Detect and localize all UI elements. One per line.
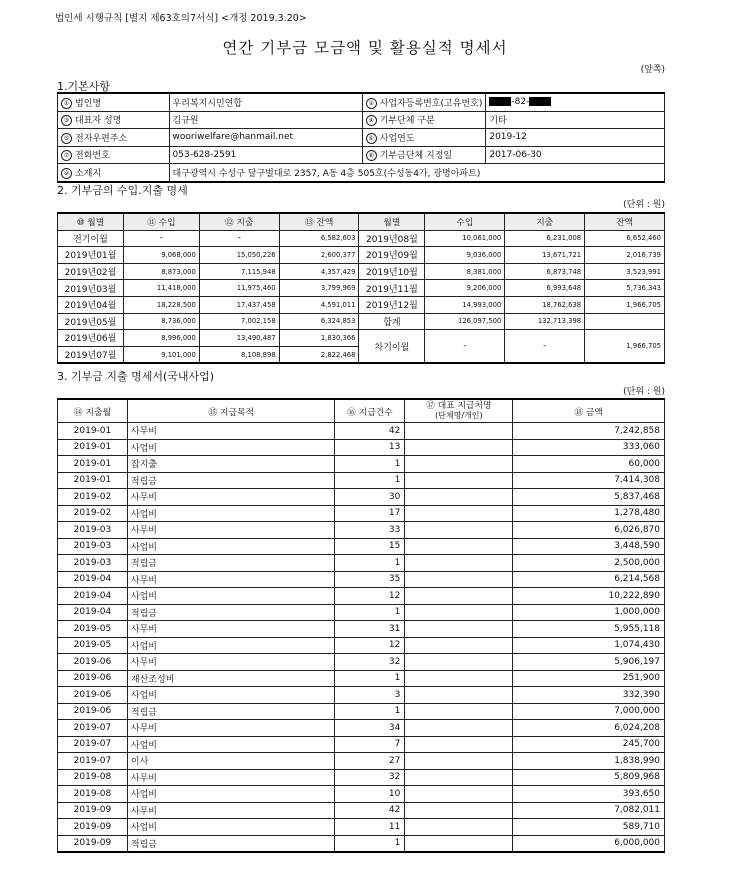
payee-name <box>405 736 513 753</box>
expense-amount: 589,710 <box>513 819 665 836</box>
payee-name <box>405 423 513 440</box>
expense-month: 2019-07 <box>58 753 128 770</box>
payee-name <box>405 654 513 671</box>
payee-name <box>405 720 513 737</box>
table-row <box>58 505 665 522</box>
table-row <box>58 555 665 572</box>
expense-purpose: 사무비 <box>127 720 335 737</box>
expense-amount: 5,837,468 <box>513 489 665 506</box>
section3-unit: (단위 : 원) <box>623 387 665 397</box>
balance-cell: 6,582,603 <box>279 230 359 247</box>
table-row <box>58 439 665 456</box>
payee-name <box>405 522 513 539</box>
table-header-row <box>58 213 665 230</box>
expense-cell: 13,490,487 <box>199 330 279 347</box>
balance-cell: 3,799,969 <box>279 280 359 297</box>
expense-amount: 3,448,590 <box>513 538 665 555</box>
expense-purpose: 재산조성비 <box>127 670 335 687</box>
column-header: ⑬ 잔액 <box>279 213 359 230</box>
basic-info-row <box>58 93 665 111</box>
expense-cell: 7,115,948 <box>199 263 279 280</box>
expense-purpose: 사업비 <box>127 819 335 836</box>
table-row <box>58 571 665 588</box>
expense-amount: 7,242,858 <box>513 423 665 440</box>
expense-month: 2019-05 <box>58 637 128 654</box>
field-label <box>58 164 170 182</box>
expense-month: 2019-06 <box>58 703 128 720</box>
column-header-line: ⑰ 대표 지급처명 <box>426 401 492 411</box>
expense-amount: 1,838,990 <box>513 753 665 770</box>
field-label <box>58 111 170 129</box>
expense-month: 2019-04 <box>58 571 128 588</box>
month-cell: 2019년05월 <box>58 313 124 330</box>
field-number: ⑧ <box>366 150 377 161</box>
expense-purpose: 사무비 <box>127 489 335 506</box>
payee-name <box>405 786 513 803</box>
field-number: ⑦ <box>61 150 72 161</box>
field-value <box>486 93 665 111</box>
expense-amount: 7,082,011 <box>513 802 665 819</box>
table-row <box>58 522 665 539</box>
expense-amount: 1,074,430 <box>513 637 665 654</box>
month-cell: 2019년04월 <box>58 296 124 313</box>
expense-purpose: 사무비 <box>127 654 335 671</box>
month-cell: 2019년10월 <box>359 263 425 280</box>
payment-count: 1 <box>335 472 405 489</box>
field-label <box>362 129 486 147</box>
field-value: 053-628-2591 <box>169 146 362 164</box>
expense-amount: 332,390 <box>513 687 665 704</box>
registration-number: -82- <box>511 97 530 108</box>
payment-count: 12 <box>335 588 405 605</box>
payment-count: 42 <box>335 802 405 819</box>
payment-count: 1 <box>335 703 405 720</box>
expense-purpose: 사업비 <box>127 588 335 605</box>
address-value: 대구광역시 수성구 달구벌대로 2357, A동 4층 505호(수성동4가, 광명아파트) <box>169 164 664 182</box>
payment-count: 42 <box>335 423 405 440</box>
field-label-text: 사업연도 <box>379 133 415 144</box>
table-row <box>58 230 665 247</box>
field-value: 김규원 <box>169 111 362 129</box>
field-label-text: 법인명 <box>75 98 102 109</box>
payment-count: 31 <box>335 621 405 638</box>
expense-amount: 10,222,890 <box>513 588 665 605</box>
expense-purpose: 적립금 <box>127 703 335 720</box>
expense-purpose: 사무비 <box>127 621 335 638</box>
income-cell: 8,736,000 <box>123 313 199 330</box>
balance-cell: 3,523,991 <box>585 263 665 280</box>
payee-name <box>405 456 513 473</box>
income-cell: 18,228,500 <box>123 296 199 313</box>
expense-amount: 6,000,000 <box>513 835 665 852</box>
income-cell: 8,381,000 <box>425 263 505 280</box>
payment-count: 32 <box>335 654 405 671</box>
payee-name <box>405 489 513 506</box>
column-header: ⑭ 지출월 <box>58 399 128 423</box>
expense-purpose: 사무비 <box>127 802 335 819</box>
total-label: 합계 <box>359 313 425 330</box>
income-cell: 9,206,000 <box>425 280 505 297</box>
section2-unit: (단위 : 원) <box>623 200 665 210</box>
column-header: ⑫ 지출 <box>199 213 279 230</box>
field-label-text: 대표자 성명 <box>75 116 122 127</box>
field-number: ⑤ <box>61 133 72 144</box>
payee-name <box>405 472 513 489</box>
expense-month: 2019-09 <box>58 819 128 836</box>
expense-month: 2019-03 <box>58 555 128 572</box>
field-label <box>362 93 486 111</box>
field-label-text: 전화번호 <box>75 151 110 162</box>
expense-purpose: 적립금 <box>127 472 335 489</box>
column-header: 잔액 <box>585 213 665 230</box>
field-label-text: 소재지 <box>75 168 102 179</box>
total-expense: 132,713,398 <box>505 313 585 330</box>
payee-name <box>405 703 513 720</box>
payment-count: 34 <box>335 720 405 737</box>
expense-purpose: 사업비 <box>127 786 335 803</box>
expense-cell: 6,231,008 <box>505 230 585 247</box>
expense-cell: 8,108,898 <box>199 346 279 363</box>
payee-name <box>405 802 513 819</box>
table-row <box>58 687 665 704</box>
payee-name <box>405 571 513 588</box>
month-cell: 2019년08월 <box>359 230 425 247</box>
expense-month: 2019-01 <box>58 423 128 440</box>
address-row <box>58 164 665 182</box>
payment-count: 12 <box>335 637 405 654</box>
payment-count: 1 <box>335 604 405 621</box>
expense-purpose: 적립금 <box>127 555 335 572</box>
expense-amount: 60,000 <box>513 456 665 473</box>
table-row <box>58 786 665 803</box>
field-label <box>58 146 170 164</box>
table-row <box>58 703 665 720</box>
month-cell: 2019년06월 <box>58 330 124 347</box>
expense-amount: 393,650 <box>513 786 665 803</box>
expense-month: 2019-09 <box>58 835 128 852</box>
column-header: ⑱ 금액 <box>513 399 665 423</box>
table-row <box>58 769 665 786</box>
income-cell: 9,068,000 <box>123 247 199 264</box>
table-row <box>58 819 665 836</box>
expense-purpose: 적립금 <box>127 604 335 621</box>
column-header-line: (단체명/개인) <box>435 411 483 420</box>
expense-cell: - <box>199 230 279 247</box>
expense-amount: 7,000,000 <box>513 703 665 720</box>
month-cell: 2019년02월 <box>58 263 124 280</box>
month-cell: 전기이월 <box>58 230 124 247</box>
expense-purpose: 이사 <box>127 753 335 770</box>
expense-amount: 5,809,968 <box>513 769 665 786</box>
expense-cell: 6,873,748 <box>505 263 585 280</box>
income-cell: 14,993,000 <box>425 296 505 313</box>
payment-count: 35 <box>335 571 405 588</box>
table-row <box>58 472 665 489</box>
month-cell: 2019년09월 <box>359 247 425 264</box>
field-number: ① <box>61 98 72 109</box>
payment-count: 7 <box>335 736 405 753</box>
expense-month: 2019-06 <box>58 687 128 704</box>
expense-detail-table <box>57 398 665 853</box>
table-row <box>58 489 665 506</box>
field-number: ② <box>366 98 377 109</box>
payment-count: 13 <box>335 439 405 456</box>
expense-month: 2019-08 <box>58 769 128 786</box>
expense-month: 2019-02 <box>58 505 128 522</box>
section2-title: 2. 기부금의 수입.지출 명세 <box>57 184 188 197</box>
expense-amount: 5,955,118 <box>513 621 665 638</box>
expense-month: 2019-08 <box>58 786 128 803</box>
payment-count: 3 <box>335 687 405 704</box>
table-row <box>58 604 665 621</box>
page-side-label: (앞쪽) <box>640 65 665 75</box>
income-cell: 11,418,000 <box>123 280 199 297</box>
document-title: 연간 기부금 모금액 및 활용실적 명세서 <box>222 39 508 57</box>
income-cell: 9,101,000 <box>123 346 199 363</box>
field-number: ③ <box>61 115 72 126</box>
expense-purpose: 사업비 <box>127 505 335 522</box>
field-label <box>58 129 170 147</box>
month-cell: 2019년03월 <box>58 280 124 297</box>
expense-cell: 18,762,638 <box>505 296 585 313</box>
field-value: 2019-12 <box>486 129 665 147</box>
payee-name <box>405 439 513 456</box>
expense-cell: 7,002,158 <box>199 313 279 330</box>
payment-count: 10 <box>335 786 405 803</box>
expense-purpose: 사업비 <box>127 687 335 704</box>
payee-name <box>405 604 513 621</box>
balance-cell: 2,822,468 <box>279 346 359 363</box>
balance-cell: 2,016,739 <box>585 247 665 264</box>
field-label <box>362 146 486 164</box>
expense-month: 2019-01 <box>58 456 128 473</box>
expense-month: 2019-02 <box>58 489 128 506</box>
expense-amount: 1,000,000 <box>513 604 665 621</box>
column-header: 월별 <box>359 213 425 230</box>
field-value: 기타 <box>486 111 665 129</box>
expense-amount: 7,414,308 <box>513 472 665 489</box>
expense-month: 2019-03 <box>58 522 128 539</box>
income-cell: - <box>123 230 199 247</box>
month-cell: 2019년11월 <box>359 280 425 297</box>
column-header: 수입 <box>425 213 505 230</box>
carry-expense: - <box>505 330 585 364</box>
payee-name <box>405 588 513 605</box>
expense-purpose: 사업비 <box>127 538 335 555</box>
basic-info-row <box>58 111 665 129</box>
expense-purpose: 사무비 <box>127 769 335 786</box>
table-row <box>58 313 665 330</box>
expense-amount: 2,500,000 <box>513 555 665 572</box>
payment-count: 1 <box>335 555 405 572</box>
expense-cell: 11,975,460 <box>199 280 279 297</box>
expense-purpose: 사무비 <box>127 571 335 588</box>
field-value: 2017-06-30 <box>486 146 665 164</box>
table-row <box>58 296 665 313</box>
field-number: ④ <box>366 115 377 126</box>
payment-count: 33 <box>335 522 405 539</box>
table-row <box>58 835 665 852</box>
basic-info-row <box>58 146 665 164</box>
balance-cell: 6,652,460 <box>585 230 665 247</box>
expense-purpose: 사무비 <box>127 423 335 440</box>
field-label-text: 기부금단체 지정일 <box>379 151 453 162</box>
expense-cell: 15,050,226 <box>199 247 279 264</box>
month-cell: 2019년01월 <box>58 247 124 264</box>
expense-amount: 333,060 <box>513 439 665 456</box>
balance-cell: 1,830,366 <box>279 330 359 347</box>
table-row <box>58 588 665 605</box>
column-header: ⑪ 수입 <box>123 213 199 230</box>
expense-purpose: 사업비 <box>127 439 335 456</box>
table-row <box>58 753 665 770</box>
balance-cell: 6,324,853 <box>279 313 359 330</box>
table-row <box>58 670 665 687</box>
expense-cell: 17,437,458 <box>199 296 279 313</box>
table-row <box>58 736 665 753</box>
payment-count: 1 <box>335 670 405 687</box>
income-cell: 8,996,000 <box>123 330 199 347</box>
payee-name <box>405 769 513 786</box>
payment-count: 11 <box>335 819 405 836</box>
expense-purpose: 잡지출 <box>127 456 335 473</box>
table-row <box>58 423 665 440</box>
expense-purpose: 사업비 <box>127 736 335 753</box>
field-number: ⑨ <box>61 168 72 179</box>
table-row <box>58 802 665 819</box>
expense-month: 2019-06 <box>58 654 128 671</box>
expense-amount: 6,026,870 <box>513 522 665 539</box>
column-header: 지출 <box>505 213 585 230</box>
expense-purpose: 사무비 <box>127 522 335 539</box>
carry-label: 차기이월 <box>359 330 425 364</box>
payment-count: 15 <box>335 538 405 555</box>
payee-name <box>405 505 513 522</box>
column-header: ⑮ 지급목적 <box>127 399 335 423</box>
expense-month: 2019-03 <box>58 538 128 555</box>
field-label-text: 기부단체 구분 <box>379 116 435 127</box>
table-row <box>58 330 665 347</box>
field-label <box>58 93 170 111</box>
expense-purpose: 적립금 <box>127 835 335 852</box>
field-label <box>362 111 486 129</box>
expense-month: 2019-04 <box>58 604 128 621</box>
table-row <box>58 280 665 297</box>
income-cell: 10,061,000 <box>425 230 505 247</box>
redaction-block <box>529 97 551 106</box>
expense-month: 2019-01 <box>58 439 128 456</box>
payment-count: 1 <box>335 456 405 473</box>
payee-name <box>405 538 513 555</box>
column-header: ⑯ 지급건수 <box>335 399 405 423</box>
expense-cell: 6,993,648 <box>505 280 585 297</box>
carry-balance: 1,966,705 <box>585 330 665 364</box>
payee-name <box>405 555 513 572</box>
payee-name <box>405 670 513 687</box>
column-header: ⑩ 월별 <box>58 213 124 230</box>
payment-count: 32 <box>335 769 405 786</box>
table-row <box>58 621 665 638</box>
expense-amount: 1,278,480 <box>513 505 665 522</box>
payee-name <box>405 819 513 836</box>
expense-month: 2019-07 <box>58 720 128 737</box>
payment-count: 30 <box>335 489 405 506</box>
income-expense-table <box>57 212 665 364</box>
balance-cell: 2,600,377 <box>279 247 359 264</box>
balance-cell: 4,357,429 <box>279 263 359 280</box>
income-cell: 9,036,000 <box>425 247 505 264</box>
carry-income: - <box>425 330 505 364</box>
field-value: 우리복지시민연합 <box>169 93 362 111</box>
expense-cell: 13,671,721 <box>505 247 585 264</box>
balance-cell: 4,591,011 <box>279 296 359 313</box>
expense-month: 2019-04 <box>58 588 128 605</box>
table-row <box>58 720 665 737</box>
expense-month: 2019-09 <box>58 802 128 819</box>
table-row <box>58 456 665 473</box>
table-row <box>58 654 665 671</box>
expense-amount: 245,700 <box>513 736 665 753</box>
expense-amount: 5,906,197 <box>513 654 665 671</box>
payee-name <box>405 835 513 852</box>
field-label-text: 전자우편주소 <box>75 133 128 144</box>
column-header <box>405 399 513 423</box>
income-cell: 8,873,000 <box>123 263 199 280</box>
balance-cell: 5,736,343 <box>585 280 665 297</box>
table-row <box>58 637 665 654</box>
balance-cell: 1,966,705 <box>585 296 665 313</box>
section3-title: 3. 기부금 지출 명세서(국내사업) <box>57 370 215 383</box>
total-balance <box>585 313 665 330</box>
payee-name <box>405 621 513 638</box>
field-label-text: 사업자등록번호(고유번호) <box>379 98 483 109</box>
payee-name <box>405 753 513 770</box>
expense-month: 2019-07 <box>58 736 128 753</box>
field-value: wooriwelfare@hanmail.net <box>169 129 362 147</box>
payment-count: 17 <box>335 505 405 522</box>
table-header-row <box>58 399 665 423</box>
expense-amount: 6,024,208 <box>513 720 665 737</box>
table-row <box>58 263 665 280</box>
expense-month: 2019-06 <box>58 670 128 687</box>
table-row <box>58 247 665 264</box>
payee-name <box>405 637 513 654</box>
expense-purpose: 사업비 <box>127 637 335 654</box>
redaction-block <box>489 97 511 106</box>
payee-name <box>405 687 513 704</box>
basic-info-table <box>57 92 665 183</box>
payment-count: 27 <box>335 753 405 770</box>
total-income: 126,097,500 <box>425 313 505 330</box>
payment-count: 1 <box>335 835 405 852</box>
table-row <box>58 538 665 555</box>
form-reference: 법인세 시행규칙 [별지 제63호의7서식] <개정 2019.3.20> <box>55 13 307 24</box>
month-cell: 2019년12월 <box>359 296 425 313</box>
field-number: ⑥ <box>366 133 377 144</box>
expense-month: 2019-01 <box>58 472 128 489</box>
section1-title: 1.기본사항 <box>57 80 110 93</box>
expense-amount: 251,900 <box>513 670 665 687</box>
basic-info-row <box>58 129 665 147</box>
month-cell: 2019년07월 <box>58 346 124 363</box>
expense-amount: 6,214,568 <box>513 571 665 588</box>
expense-month: 2019-05 <box>58 621 128 638</box>
